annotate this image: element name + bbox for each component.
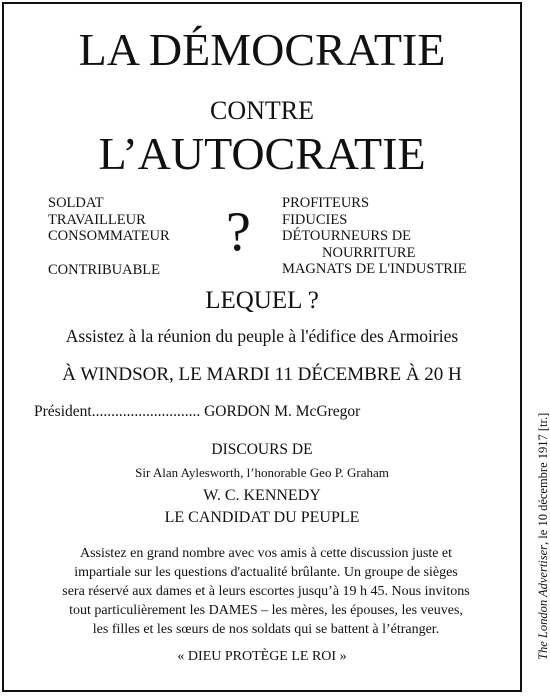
invitation-line: Assistez à la réunion du peuple à l'édifice des Armoiries	[65, 326, 459, 346]
left-choices	[48, 195, 170, 278]
body-paragraph	[26, 544, 506, 639]
closing-line: « DIEU PROTÈGE LE ROI »	[177, 649, 347, 664]
left-choice: SOLDAT	[48, 195, 104, 211]
speakers-line: Sir Alan Aylesworth, l’honorable Geo P. Graham	[135, 465, 389, 480]
right-choice: PROFITEURS	[282, 195, 370, 211]
left-choice: CONSOMMATEUR	[48, 228, 170, 244]
candidate-line: LE CANDIDAT DU PEUPLE	[164, 509, 360, 526]
president-line	[34, 402, 504, 422]
poster	[2, 2, 522, 692]
question-heading: LEQUEL ?	[205, 287, 319, 314]
title-line-3: L’AUTOCRATIE	[98, 128, 426, 179]
president-dots: ............................	[91, 403, 201, 420]
left-choice: TRAVAILLEUR	[48, 211, 146, 228]
source-publication: The London Advertiser	[536, 544, 550, 660]
right-choice: MAGNATS DE L'INDUSTRIE	[282, 261, 467, 277]
title-line-1: LA DÉMOCRATIE	[78, 24, 446, 75]
paragraph-line: impartiale sur les questions d'actualité brûlante. Un groupe de sièges	[74, 565, 458, 580]
president-name: GORDON M. McGregor	[204, 403, 361, 420]
president-label: Président	[34, 403, 92, 420]
paragraph-line: Assistez en grand nombre avec vos amis à cette discussion juste et	[79, 546, 453, 561]
speeches-heading: DISCOURS DE	[211, 441, 313, 458]
paragraph-line: tout particulièrement les DAMES – les mères, les épouses, les veuves,	[69, 603, 463, 618]
right-choice: DÉTOURNEURS DE	[282, 228, 412, 244]
right-choice: FIDUCIES	[282, 211, 348, 228]
left-choice: CONTRIBUABLE	[48, 261, 160, 278]
question-mark: ?	[226, 201, 251, 263]
paragraph-line: les filles et les sœurs de nos soldats qui se battent à l’étranger.	[92, 622, 440, 637]
right-choices	[282, 195, 467, 278]
source-details: , le 10 décembre 1917 [tr.]	[536, 412, 550, 545]
right-choice: NOURRITURE	[322, 244, 416, 261]
source-caption	[536, 413, 550, 660]
main-speaker: W. C. KENNEDY	[203, 487, 321, 504]
title-line-2: CONTRE	[210, 96, 314, 125]
place-date-line: À WINDSOR, LE MARDI 11 DÉCEMBRE À 20 H	[62, 364, 462, 385]
paragraph-line: sera réservé aux dames et à leurs escortes jusqu’à 19 h 45. Nous invitons	[62, 584, 470, 599]
